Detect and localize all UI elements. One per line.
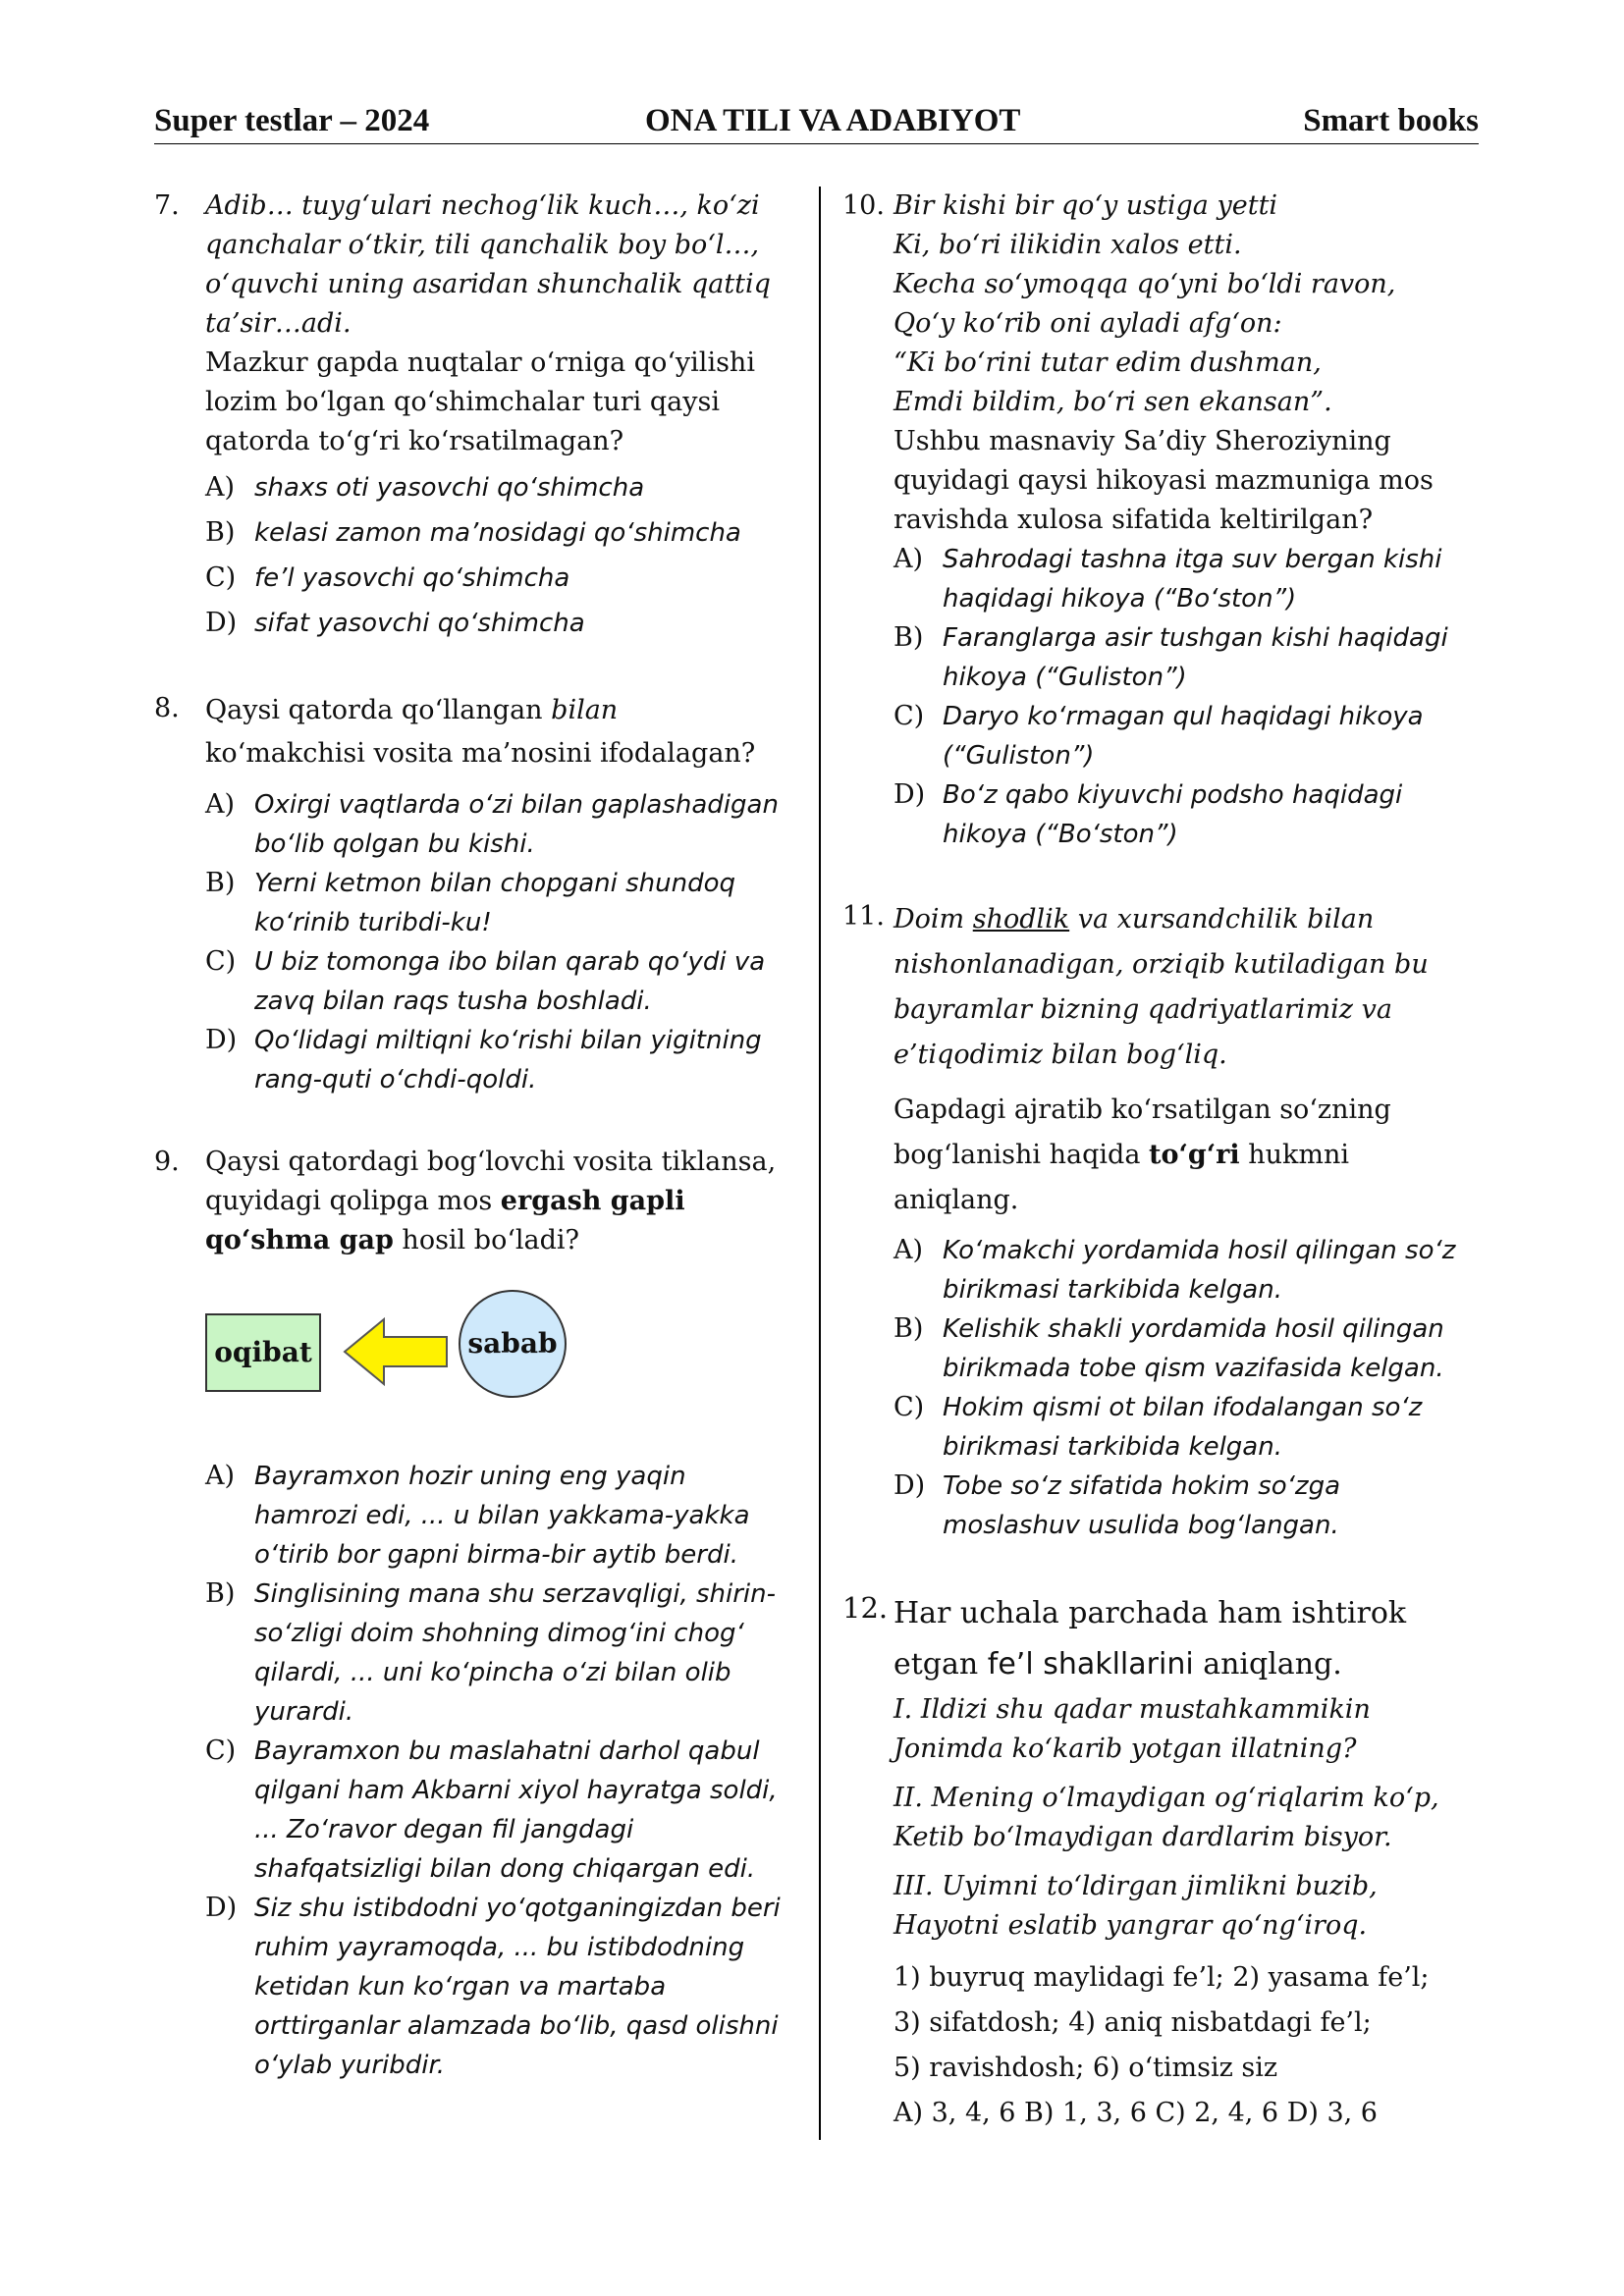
excerpt-2: II. Mening o‘lmaydigan og‘riqlarim ko‘p, Ketib bo‘lmaydigan dardlarim bisyor. <box>893 1783 1439 1852</box>
question-number: 7. <box>154 190 180 221</box>
option-c[interactable]: C) Hokim qismi ot bilan ifodalangan so‘z birikmasi tarkibida kelgan. <box>893 1392 1423 1462</box>
question-prompt: Ushbu masnaviy Sa’diy Sheroziyning quyidagi qaysi hikoyasi mazmuniga mos ravishda xulosa sifatida keltirilgan? <box>893 426 1434 535</box>
option-d[interactable]: D) Tobe so‘z sifatida hokim so‘zga moslashuv usulida bog‘langan. <box>893 1470 1341 1540</box>
question-8 <box>154 689 783 1099</box>
excerpt-1: I. Ildizi shu qadar mustahkammikin Jonimda ko‘karib yotgan illatning? <box>893 1694 1371 1764</box>
verb-form-item: 1) buyruq maylidagi fe’l; 2) yasama fe’l; <box>893 1962 1430 1993</box>
options-list <box>205 1457 783 2085</box>
question-number: 9. <box>154 1147 180 1177</box>
question-7 <box>154 187 783 646</box>
options-list <box>893 540 1481 854</box>
arrow-left-icon <box>343 1317 451 1386</box>
option-b[interactable]: B) Yerni ketmon bilan chopgani shundoq ko‘rinib turibdi-ku! <box>205 868 736 937</box>
poem-line: “Ki bo‘rini tutar edim dushman, <box>893 347 1322 378</box>
poem-excerpt <box>893 187 1481 422</box>
oqibat-box: oqibat <box>205 1313 321 1392</box>
option-d[interactable]: D) sifat yasovchi qo‘shimcha <box>205 608 585 638</box>
options-list <box>893 1231 1481 1545</box>
question-12 <box>842 1588 1481 2136</box>
question-text: Doim shodlik va xursandchilik bilan nishonlanadigan, orziqib kutiladigan bu bayramlar bizning qadriyatlarimiz va e’tiqodimiz bilan bog‘liq. <box>893 904 1429 1070</box>
poem-line: Ki, bo‘ri ilikidin xalos etti. <box>893 230 1242 260</box>
question-prompt: Gapdagi ajratib ko‘rsatilgan so‘zning bog‘lanishi haqida to‘g‘ri hukmni aniqlang. <box>893 1095 1391 1215</box>
option-a[interactable]: A) shaxs oti yasovchi qo‘shimcha <box>205 472 645 503</box>
header-title: ONA TILI VA ADABIYOT <box>645 103 1021 138</box>
verb-form-item: 3) sifatdosh; 4) aniq nisbatdagi fe’l; <box>893 2007 1372 2038</box>
header-left: Super testlar – 2024 <box>154 103 430 138</box>
option-c[interactable]: C) fe’l yasovchi qo‘shimcha <box>205 562 570 593</box>
poem-line: Emdi bildim, bo‘ri sen ekansan”. <box>893 387 1332 417</box>
option-b[interactable]: B) Kelishik shakli yordamida hosil qilingan birikmada tobe qism vazifasida kelgan. <box>893 1313 1444 1383</box>
option-a[interactable]: A) Sahrodagi tashna itga suv bergan kishi haqidagi hikoya (“Bo‘ston”) <box>893 544 1442 614</box>
option-b[interactable]: B) kelasi zamon ma’nosidagi qo‘shimcha <box>205 517 741 548</box>
excerpt-3: III. Uyimni to‘ldirgan jimlikni buzib, Hayotni eslatib yangrar qo‘ng‘iroq. <box>893 1871 1378 1941</box>
option-c[interactable]: C) Daryo ko‘rmagan qul haqidagi hikoya (“Guliston”) <box>893 701 1424 771</box>
question-number: 11. <box>842 901 885 932</box>
page-header <box>154 100 1479 144</box>
poem-line: Bir kishi bir qo‘y ustiga yetti <box>893 190 1278 221</box>
answer-options[interactable]: A) 3, 4, 6 B) 1, 3, 6 C) 2, 4, 6 D) 3, 6 <box>893 2098 1378 2128</box>
option-d[interactable]: D) Bo‘z qabo kiyuvchi podsho haqidagi hikoya (“Bo‘ston”) <box>893 779 1403 849</box>
question-prompt: Har uchala parchada ham ishtirok etgan fe’l shakllarini aniqlang. <box>893 1596 1407 1682</box>
question-prompt: Qaysi qatorda qo‘llangan bilan ko‘makchisi vosita ma’nosini ifodalagan? <box>205 695 756 769</box>
column-divider <box>819 187 821 2140</box>
sabab-circle: sabab <box>459 1290 567 1398</box>
question-number: 8. <box>154 693 180 723</box>
question-11 <box>842 897 1481 1545</box>
question-text: Adib… tuyg‘ulari nechog‘lik kuch…, ko‘zi qanchalar o‘tkir, tili qanchalik boy bo‘l…, o‘quvchi uning asaridan shunchalik qattiq ta’sir…adi. <box>205 190 771 339</box>
question-9 <box>154 1143 783 2085</box>
sentence-pattern-diagram <box>205 1290 783 1427</box>
options-list <box>205 465 783 646</box>
option-a[interactable]: A) Oxirgi vaqtlarda o‘zi bilan gaplashadigan bo‘lib qolgan bu kishi. <box>205 789 779 859</box>
option-c[interactable]: C) U biz tomonga ibo bilan qarab qo‘ydi va zavq bilan raqs tusha boshladi. <box>205 946 766 1016</box>
option-a[interactable]: A) Ko‘makchi yordamida hosil qilingan so‘z birikmasi tarkibida kelgan. <box>893 1235 1456 1305</box>
option-b[interactable]: B) Singlisining mana shu serzavqligi, shirin-so‘zligi doim shohning dimog‘ini chog‘ qilardi, ... uni ko‘pincha o‘zi bilan olib yurardi. <box>205 1578 777 1727</box>
question-10 <box>842 187 1481 854</box>
right-column <box>842 187 1481 2136</box>
poem-line: Qo‘y ko‘rib oni ayladi afg‘on: <box>893 308 1282 339</box>
verb-form-list <box>893 1955 1481 2091</box>
option-d[interactable]: D) Qo‘lidagi miltiqni ko‘rishi bilan yigitning rang-quti o‘chdi-qoldi. <box>205 1025 762 1095</box>
poem-line: Kecha so‘ymoqqa qo‘yni bo‘ldi ravon, <box>893 269 1396 299</box>
question-number: 12. <box>842 1591 889 1625</box>
header-right: Smart books <box>1303 103 1479 138</box>
question-number: 10. <box>842 190 885 221</box>
option-b[interactable]: B) Faranglarga asir tushgan kishi haqidagi hikoya (“Guliston”) <box>893 622 1448 692</box>
question-prompt: Mazkur gapda nuqtalar o‘rniga qo‘yilishi lozim bo‘lgan qo‘shimchalar turi qaysi qatorda to‘g‘ri ko‘rsatilmagan? <box>205 347 755 456</box>
options-list <box>205 785 783 1099</box>
option-a[interactable]: A) Bayramxon hozir uning eng yaqin hamrozi edi, ... u bilan yakkama-yakka o‘tirib bor gapni birma-bir aytib berdi. <box>205 1461 750 1570</box>
question-prompt: Qaysi qatordagi bog‘lovchi vosita tiklansa, quyidagi qolipga mos ergash gapli qo‘shma gap hosil bo‘ladi? <box>205 1147 777 1255</box>
option-d[interactable]: D) Siz shu istibdodni yo‘qotganingizdan beri ruhim yayramoqda, ... bu istibdodning ketidan kun ko‘rgan va martaba orttirganlar alamzada bo‘lib, qasd olishni o‘ylab yuribdir. <box>205 1893 781 2080</box>
option-c[interactable]: C) Bayramxon bu maslahatni darhol qabul qilgani ham Akbarni xiyol hayratga soldi, ... Zo‘ravor degan fil jangdagi shafqatsizligi bilan dong chiqargan edi. <box>205 1735 778 1884</box>
verb-form-item: 5) ravishdosh; 6) o‘timsiz siz <box>893 2053 1278 2083</box>
left-column <box>154 187 783 2085</box>
highlighted-word: shodlik <box>972 904 1070 934</box>
